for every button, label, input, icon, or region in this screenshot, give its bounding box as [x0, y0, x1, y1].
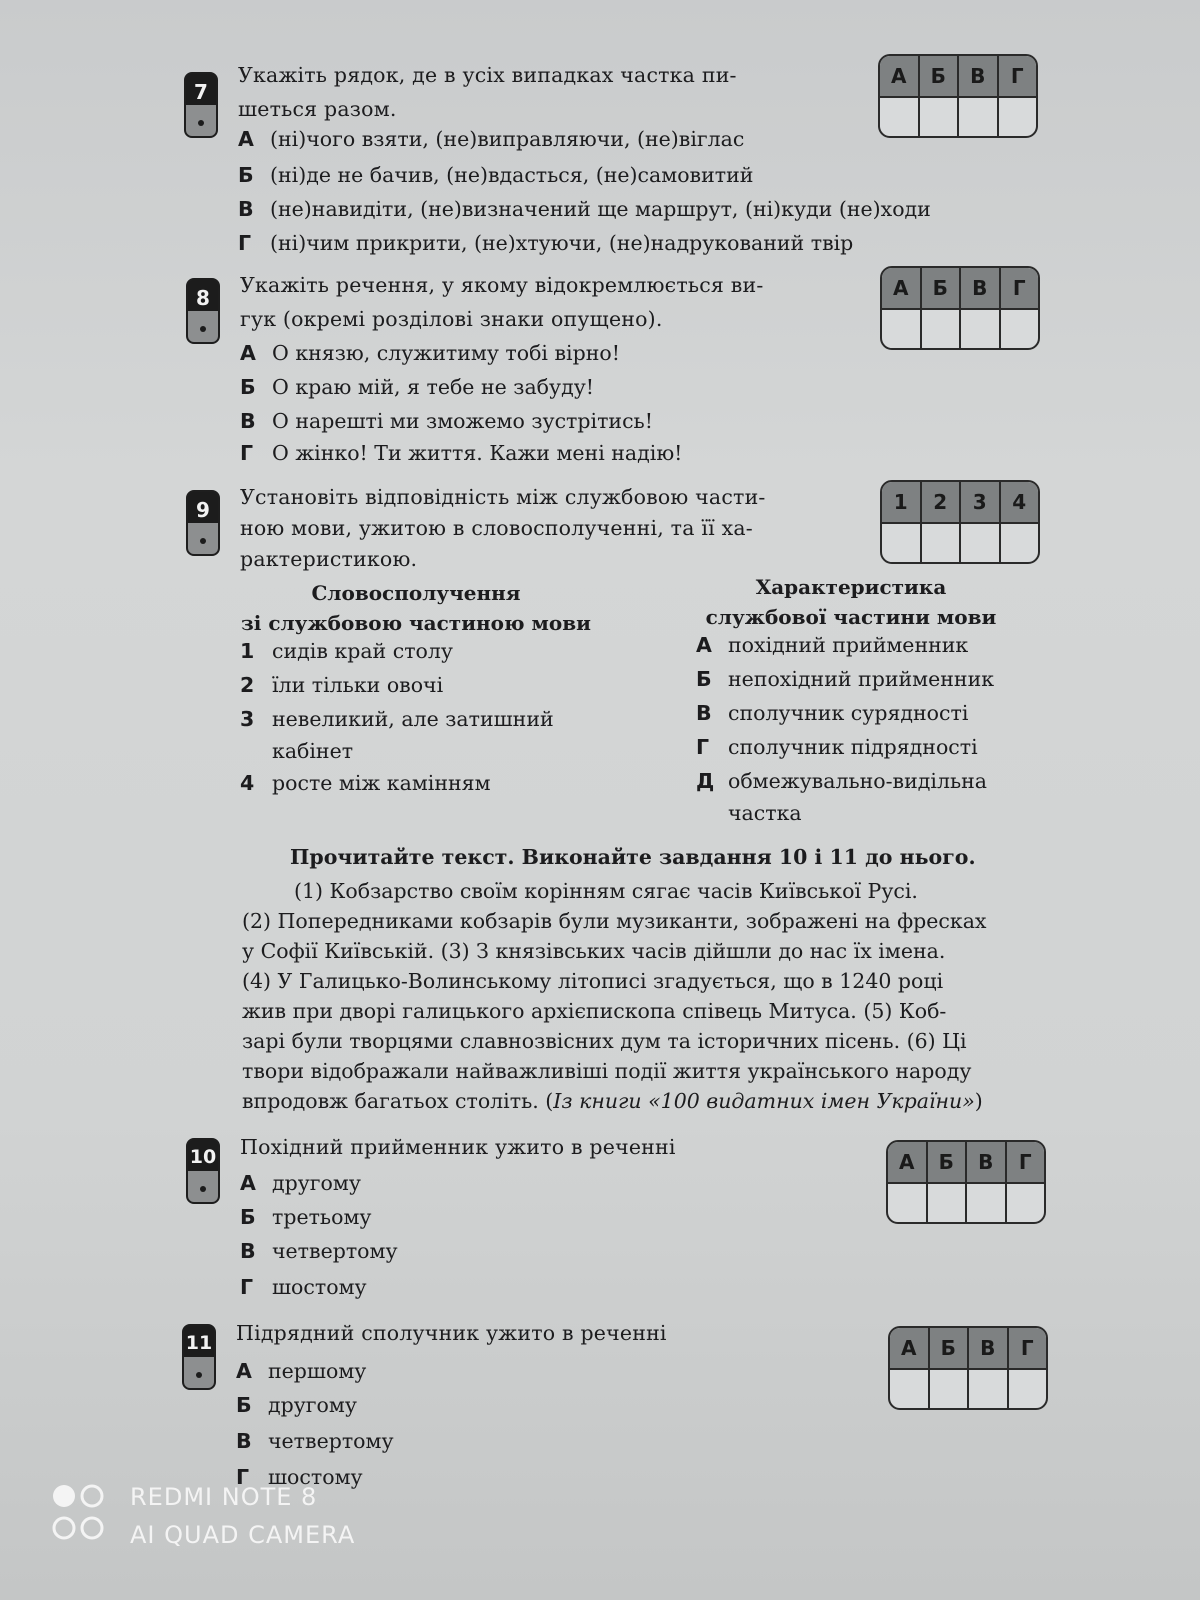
answer-option: Г шостому: [240, 1275, 367, 1299]
answer-option: В четвертому: [240, 1239, 398, 1263]
match-item-continuation: кабінет: [272, 739, 354, 763]
question-stem: Укажіть речення, у якому відокремлюється ви- гук (окремі розділові знаки опущено).: [240, 273, 764, 331]
answer-cell[interactable]: [880, 98, 920, 138]
question-number: 11: [185, 1332, 213, 1354]
answer-cell[interactable]: [922, 310, 962, 350]
answer-cell[interactable]: [930, 1370, 970, 1410]
match-item: 2 їли тільки овочі: [240, 673, 444, 697]
answer-cell[interactable]: [999, 98, 1037, 138]
question-number: 9: [196, 498, 210, 522]
answer-option: Г (ні)чим прикрити, (не)хтуючи, (не)надрукований твір: [238, 231, 854, 255]
question-number-badge: [186, 1138, 220, 1204]
question-number-badge: [186, 490, 220, 556]
answer-cell[interactable]: [959, 98, 999, 138]
watermark-line-2: AI QUAD CAMERA: [130, 1521, 356, 1549]
characteristic-item: А похідний прийменник: [696, 633, 969, 657]
characteristic-item: Г сполучник підрядності: [696, 735, 978, 759]
answer-cell[interactable]: [928, 1184, 968, 1224]
answer-option: Б (ні)де не бачив, (не)вдасться, (не)самовитий: [238, 163, 754, 187]
answer-cell[interactable]: [967, 1184, 1007, 1224]
answer-option: Г О жінко! Ти життя. Кажи мені надію!: [240, 441, 683, 465]
reading-text: (1) Кобзарство своїм корінням сягає часів Київської Русі. (2) Попередниками кобзарів були музиканти, зображені на фресках у Софії Київській. (3) З князівських часів дійшли до нас їх імена. (4) У Галицько-Волинському літописі згадується, що в 1240 році жив при дворі галицького архієпископа співець Митуса. (5) Коб- зарі були творцями славнозвісних дум та історичних пісень. (6) Ці твори відображали найважливіші події життя українського народу впродовж багатьох століть. (Із книги «100 видатних імен України»): [242, 879, 987, 1113]
answer-grid[interactable]: А Б В Г: [880, 266, 1040, 350]
characteristic-item: Б непохідний прийменник: [696, 667, 995, 691]
answer-option: Б третьому: [240, 1205, 372, 1229]
right-column-title: Характеристика службової частини мови: [705, 575, 997, 629]
question-stem: Укажіть рядок, де в усіх випадках частка пи- шеться разом.: [238, 63, 737, 121]
answer-option: А (ні)чого взяти, (не)виправляючи, (не)віглас: [238, 127, 745, 151]
answer-cell[interactable]: [920, 98, 960, 138]
camera-lens-icon: [50, 1482, 110, 1552]
source-citation: Із книги «100 видатних імен України»: [553, 1089, 975, 1113]
answer-option: Б другому: [236, 1393, 357, 1417]
question-number: 10: [189, 1146, 217, 1168]
question-number: 8: [196, 286, 210, 310]
watermark-line-1: REDMI NOTE 8: [130, 1483, 318, 1511]
answer-cell[interactable]: [1009, 1370, 1047, 1410]
answer-grid[interactable]: 1 2 3 4: [880, 480, 1040, 564]
answer-cell[interactable]: [1007, 1184, 1045, 1224]
answer-cell[interactable]: [888, 1184, 928, 1224]
match-item: 3 невеликий, але затишний: [240, 707, 554, 731]
answer-option: В О нарешті ми зможемо зустрітись!: [240, 409, 653, 433]
question-number: 7: [194, 80, 208, 104]
answer-cell[interactable]: [961, 524, 1001, 564]
answer-option: А О князю, служитиму тобі вірно!: [240, 341, 620, 365]
left-column-title: Словосполучення зі службовою частиною мови: [241, 581, 591, 635]
question-stem: Похідний прийменник ужито в реченні: [240, 1135, 676, 1159]
answer-option: В (не)навидіти, (не)визначений ще маршрут, (ні)куди (не)ходи: [238, 197, 931, 221]
answer-option: А першому: [236, 1359, 367, 1383]
answer-option: Б О краю мій, я тебе не забуду!: [240, 375, 594, 399]
question-number-badge: [186, 278, 220, 344]
answer-cell[interactable]: [961, 310, 1001, 350]
answer-cell[interactable]: [969, 1370, 1009, 1410]
answer-cell[interactable]: [1001, 524, 1039, 564]
reading-instruction: Прочитайте текст. Виконайте завдання 10 і 11 до нього.: [290, 845, 976, 869]
answer-cell[interactable]: [922, 524, 962, 564]
match-item: 4 росте між камінням: [240, 771, 491, 795]
answer-grid[interactable]: А Б В Г: [878, 54, 1038, 138]
answer-cell[interactable]: [882, 310, 922, 350]
question-stem: Установіть відповідність між службовою части- ною мови, ужитою в словосполученні, та її ха- рактеристикою.: [240, 485, 766, 571]
question-stem: Підрядний сполучник ужито в реченні: [236, 1321, 667, 1345]
answer-cell[interactable]: [890, 1370, 930, 1410]
answer-option: Г шостому: [236, 1465, 363, 1489]
answer-grid[interactable]: А Б В Г: [888, 1326, 1048, 1410]
answer-option: В четвертому: [236, 1429, 394, 1453]
match-item: 1 сидів край столу: [240, 639, 453, 663]
characteristic-item: В сполучник сурядності: [696, 701, 969, 725]
answer-grid[interactable]: А Б В Г: [886, 1140, 1046, 1224]
characteristic-item: Д обмежувально-видільна: [696, 769, 988, 793]
characteristic-item-continuation: частка: [728, 801, 802, 825]
answer-cell[interactable]: [1001, 310, 1039, 350]
question-number-badge: [184, 72, 218, 138]
answer-option: А другому: [240, 1171, 361, 1195]
question-number-badge: [182, 1324, 216, 1390]
answer-cell[interactable]: [882, 524, 922, 564]
